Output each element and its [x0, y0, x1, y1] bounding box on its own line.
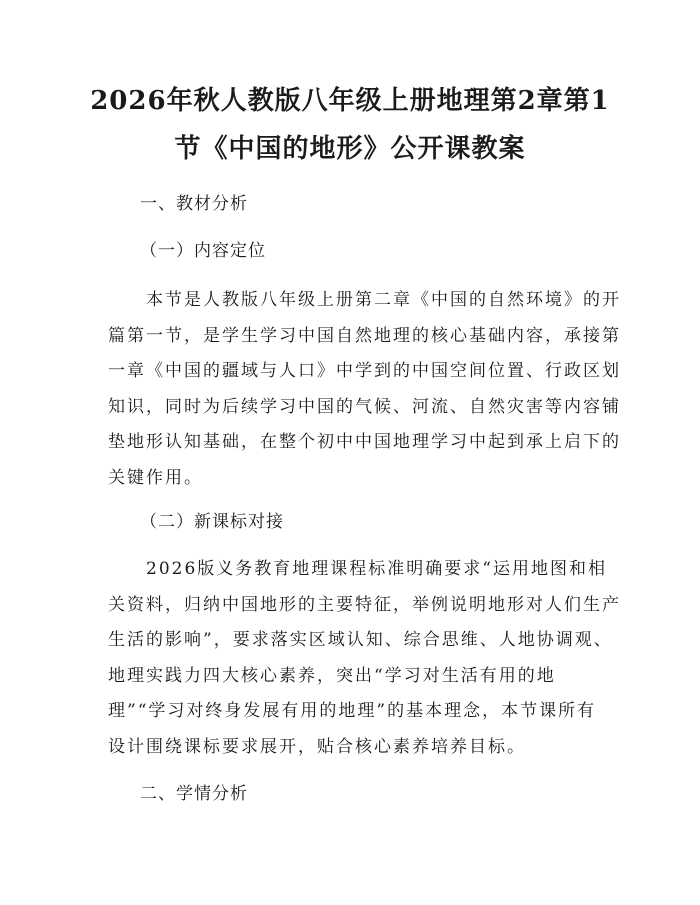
subsection-heading-curriculum-alignment: （二）新课标对接 — [140, 512, 284, 532]
document-title-line1: 2026年秋人教版八年级上册地理第2章第1 — [90, 86, 610, 116]
paragraph-line: 篇第一节，是学生学习中国自然地理的核心基础内容，承接第 — [108, 325, 621, 346]
paragraph-line: 知识，同时为后续学习中国的气候、河流、自然灾害等内容铺 — [108, 396, 621, 417]
document-title-line2: 节《中国的地形》公开课教案 — [174, 134, 526, 164]
paragraph-content-positioning — [108, 288, 621, 501]
paragraph-line: 垫地形认知基础，在整个初中中国地理学习中起到承上启下的 — [108, 432, 621, 452]
paragraph-line: 理”“学习对终身发展有用的地理”的基本理念，本节课所有 — [108, 701, 597, 721]
paragraph-line: 设计围绕课标要求展开，贴合核心素养培养目标。 — [108, 736, 526, 757]
paragraph-line: 一章《中国的疆域与人口》中学到的中国空间位置、行政区划 — [108, 361, 621, 381]
paragraph-line: 2026版义务教育地理课程标准明确要求“运用地图和相 — [108, 559, 607, 579]
paragraph-line: 生活的影响”，要求落实区域认知、综合思维、人地协调观、 — [108, 630, 613, 650]
subsection-heading-content-positioning: （一）内容定位 — [140, 241, 266, 261]
paragraph-line: 地理实践力四大核心素养，突出“学习对生活有用的地 — [108, 665, 556, 686]
paragraph-line: 本节是人教版八年级上册第二章《中国的自然环境》的开 — [108, 290, 621, 310]
section-heading-student-analysis: 二、学情分析 — [140, 784, 248, 804]
paragraph-line: 关资料，归纳中国地形的主要特征，举例说明地形对人们生产 — [108, 594, 621, 615]
paragraph-curriculum-alignment — [108, 557, 621, 770]
paragraph-line: 关键作用。 — [108, 467, 203, 488]
section-heading-textbook-analysis: 一、教材分析 — [140, 194, 248, 214]
